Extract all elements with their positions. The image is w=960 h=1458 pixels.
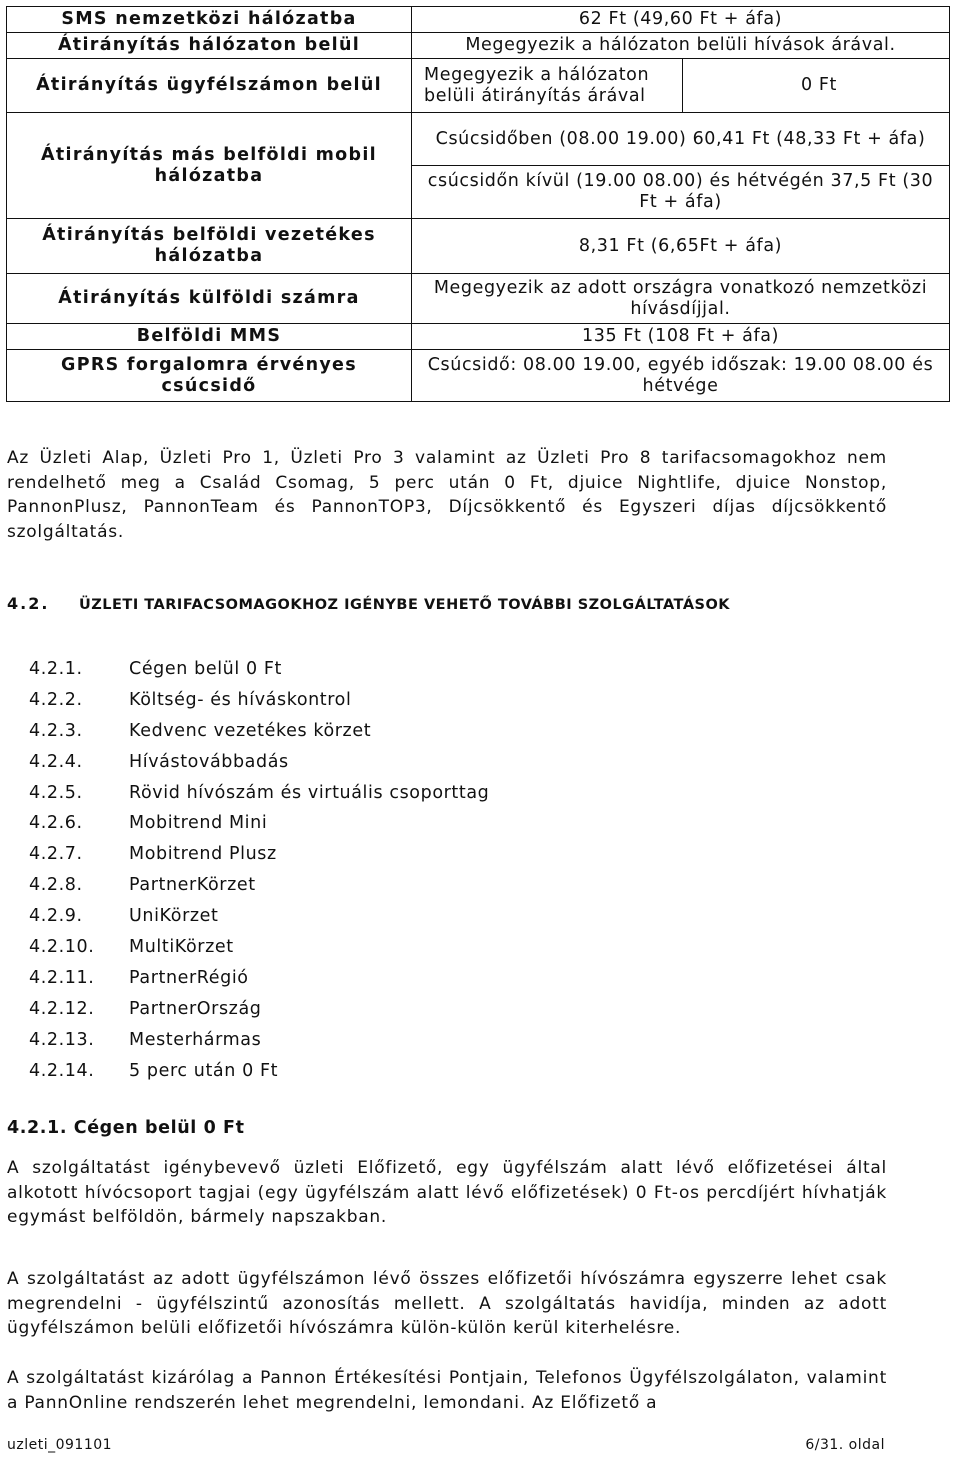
row-value-offpeak: csúcsidőn kívül (19.00 08.00) és hétvégén 37,5 Ft (30 Ft + áfa): [412, 166, 950, 219]
section-title: ÜZLETI TARIFACSOMAGOKHOZ IGÉNYBE VEHETŐ TOVÁBBI SZOLGÁLTATÁSOK: [79, 597, 731, 613]
row-value: Csúcsidő: 08.00 19.00, egyéb időszak: 19.00 08.00 és hétvége: [412, 350, 950, 402]
list-item-number: 4.2.11.: [29, 967, 95, 988]
row-value-text: Megegyezik a hálózaton belüli átirányítás árával: [406, 59, 683, 112]
row-value-amount: 0 Ft: [800, 75, 838, 95]
list-item: [29, 870, 489, 901]
list-item-text: PartnerRégió: [129, 967, 249, 988]
list-item-text: Költség- és híváskontrol: [129, 689, 352, 710]
subsection-paragraph-1: A szolgáltatást igénybevevő üzleti Előfizető, egy ügyfélszám alatt lévő előfizetései által alkotott hívócsoport tagjai (egy ügyfélszám alatt lévő előfizetések) 0 Ft-os percdíjért hívhatják egymást belföldön, bármely napszakban.: [7, 1158, 887, 1227]
list-item: [29, 1025, 489, 1056]
list-item-text: MultiKörzet: [129, 937, 234, 958]
list-item-number: 4.2.14.: [29, 1060, 95, 1081]
list-item-number: 4.2.4.: [29, 751, 83, 772]
row-value: 62 Ft (49,60 Ft + áfa): [412, 7, 950, 33]
list-item-number: 4.2.1.: [29, 659, 83, 679]
row-value: 135 Ft (108 Ft + áfa): [412, 324, 950, 350]
section-heading: [7, 594, 730, 613]
list-item-number: 4.2.12.: [29, 998, 95, 1019]
list-item-number: 4.2.13.: [29, 1029, 95, 1050]
intro-paragraph: Az Üzleti Alap, Üzleti Pro 1, Üzleti Pro 3 valamint az Üzleti Pro 8 tarifacsomagokhoz nem rendelhető meg a Család Csomag, 5 perc után 0 Ft, djuice Nightlife, djuice Nonstop, PannonPlusz, PannonTeam és PannonTOP3, Díjcsökkentő és Egyszeri díjas díjcsökkentő szolgáltatás.: [7, 448, 887, 542]
list-item-text: Mobitrend Mini: [129, 813, 268, 834]
row-label: Átirányítás ügyfélszámon belül: [7, 59, 412, 113]
list-item-text: PartnerKörzet: [129, 875, 256, 896]
list-item-number: 4.2.10.: [29, 937, 95, 958]
subsection-paragraph-2: A szolgáltatást az adott ügyfélszámon lévő összes előfizetői hívószámra egyszerre lehet csak megrendelni - ügyfélszintű azonosítás mellett. A szolgáltatás havidíja, minden az adott ügyfélszámon belüli előfizetői hívószámra külön-külön kerül kiterhelésre.: [7, 1269, 887, 1338]
list-item-text: UniKörzet: [129, 906, 219, 927]
list-item: [29, 839, 489, 870]
subsection-paragraph-3: A szolgáltatást kizárólag a Pannon Értékesítési Pontjain, Telefonos Ügyfélszolgálaton, valamint a PannOnline rendszerén lehet megrendelni, lemondani. Az Előfizető a: [7, 1368, 887, 1413]
row-value: Megegyezik a hálózaton belüli hívások árával.: [412, 33, 950, 59]
list-item-text: 5 perc után 0 Ft: [129, 1060, 279, 1081]
list-item: [29, 1056, 489, 1087]
list-item-text: Hívástovábbadás: [129, 751, 289, 772]
list-item-number: 4.2.2.: [29, 689, 83, 710]
pricing-table: [6, 6, 950, 402]
list-item-text: Mesterhármas: [129, 1029, 262, 1050]
footer-page-number: 6/31. oldal: [805, 1437, 885, 1453]
table-row: [7, 274, 950, 324]
list-item-text: Kedvenc vezetékes körzet: [129, 720, 372, 741]
list-item-number: 4.2.9.: [29, 906, 83, 927]
row-value-split: [412, 59, 950, 113]
list-item-text: Cégen belül 0 Ft: [129, 659, 282, 679]
table-row: [7, 59, 950, 113]
list-item: [29, 901, 489, 932]
table-row: [7, 350, 950, 402]
list-item-number: 4.2.7.: [29, 844, 83, 865]
list-item-number: 4.2.5.: [29, 782, 83, 803]
list-item: [29, 685, 489, 716]
table-row: [7, 7, 950, 33]
list-item-text: Mobitrend Plusz: [129, 844, 277, 865]
subsection-heading: 4.2.1. Cégen belül 0 Ft: [7, 1118, 245, 1138]
list-item: [29, 963, 489, 994]
list-item-text: Rövid hívószám és virtuális csoporttag: [129, 782, 490, 803]
list-item: [29, 994, 489, 1025]
table-row: [7, 324, 950, 350]
row-label: Belföldi MMS: [7, 324, 412, 350]
list-item-number: 4.2.6.: [29, 813, 83, 834]
list-item: [29, 932, 489, 963]
row-value: Megegyezik az adott országra vonatkozó nemzetközi hívásdíjjal.: [412, 274, 950, 324]
service-list: [29, 654, 489, 1086]
row-label: Átirányítás más belföldi mobil hálózatba: [7, 113, 412, 219]
table-row: [7, 113, 950, 166]
section-number: 4.2.: [7, 594, 50, 613]
row-value: 8,31 Ft (6,65Ft + áfa): [412, 219, 950, 274]
list-item: [29, 716, 489, 747]
table-row: [7, 219, 950, 274]
list-item-number: 4.2.3.: [29, 720, 83, 741]
list-item: [29, 747, 489, 778]
row-label: Átirányítás külföldi számra: [7, 274, 412, 324]
list-item: [29, 808, 489, 839]
row-label: SMS nemzetközi hálózatba: [7, 7, 412, 33]
row-label: GPRS forgalomra érvényes csúcsidő: [7, 350, 412, 402]
table-row: [7, 33, 950, 59]
row-value-peak: Csúcsidőben (08.00 19.00) 60,41 Ft (48,33 Ft + áfa): [412, 113, 950, 166]
footer-doc-id: uzleti_091101: [7, 1437, 113, 1453]
list-item-number: 4.2.8.: [29, 875, 83, 896]
row-label: Átirányítás hálózaton belül: [7, 33, 412, 59]
row-label: Átirányítás belföldi vezetékes hálózatba: [7, 219, 412, 274]
list-item-text: PartnerOrszág: [129, 998, 262, 1019]
list-item: [29, 654, 489, 685]
list-item: [29, 778, 489, 809]
